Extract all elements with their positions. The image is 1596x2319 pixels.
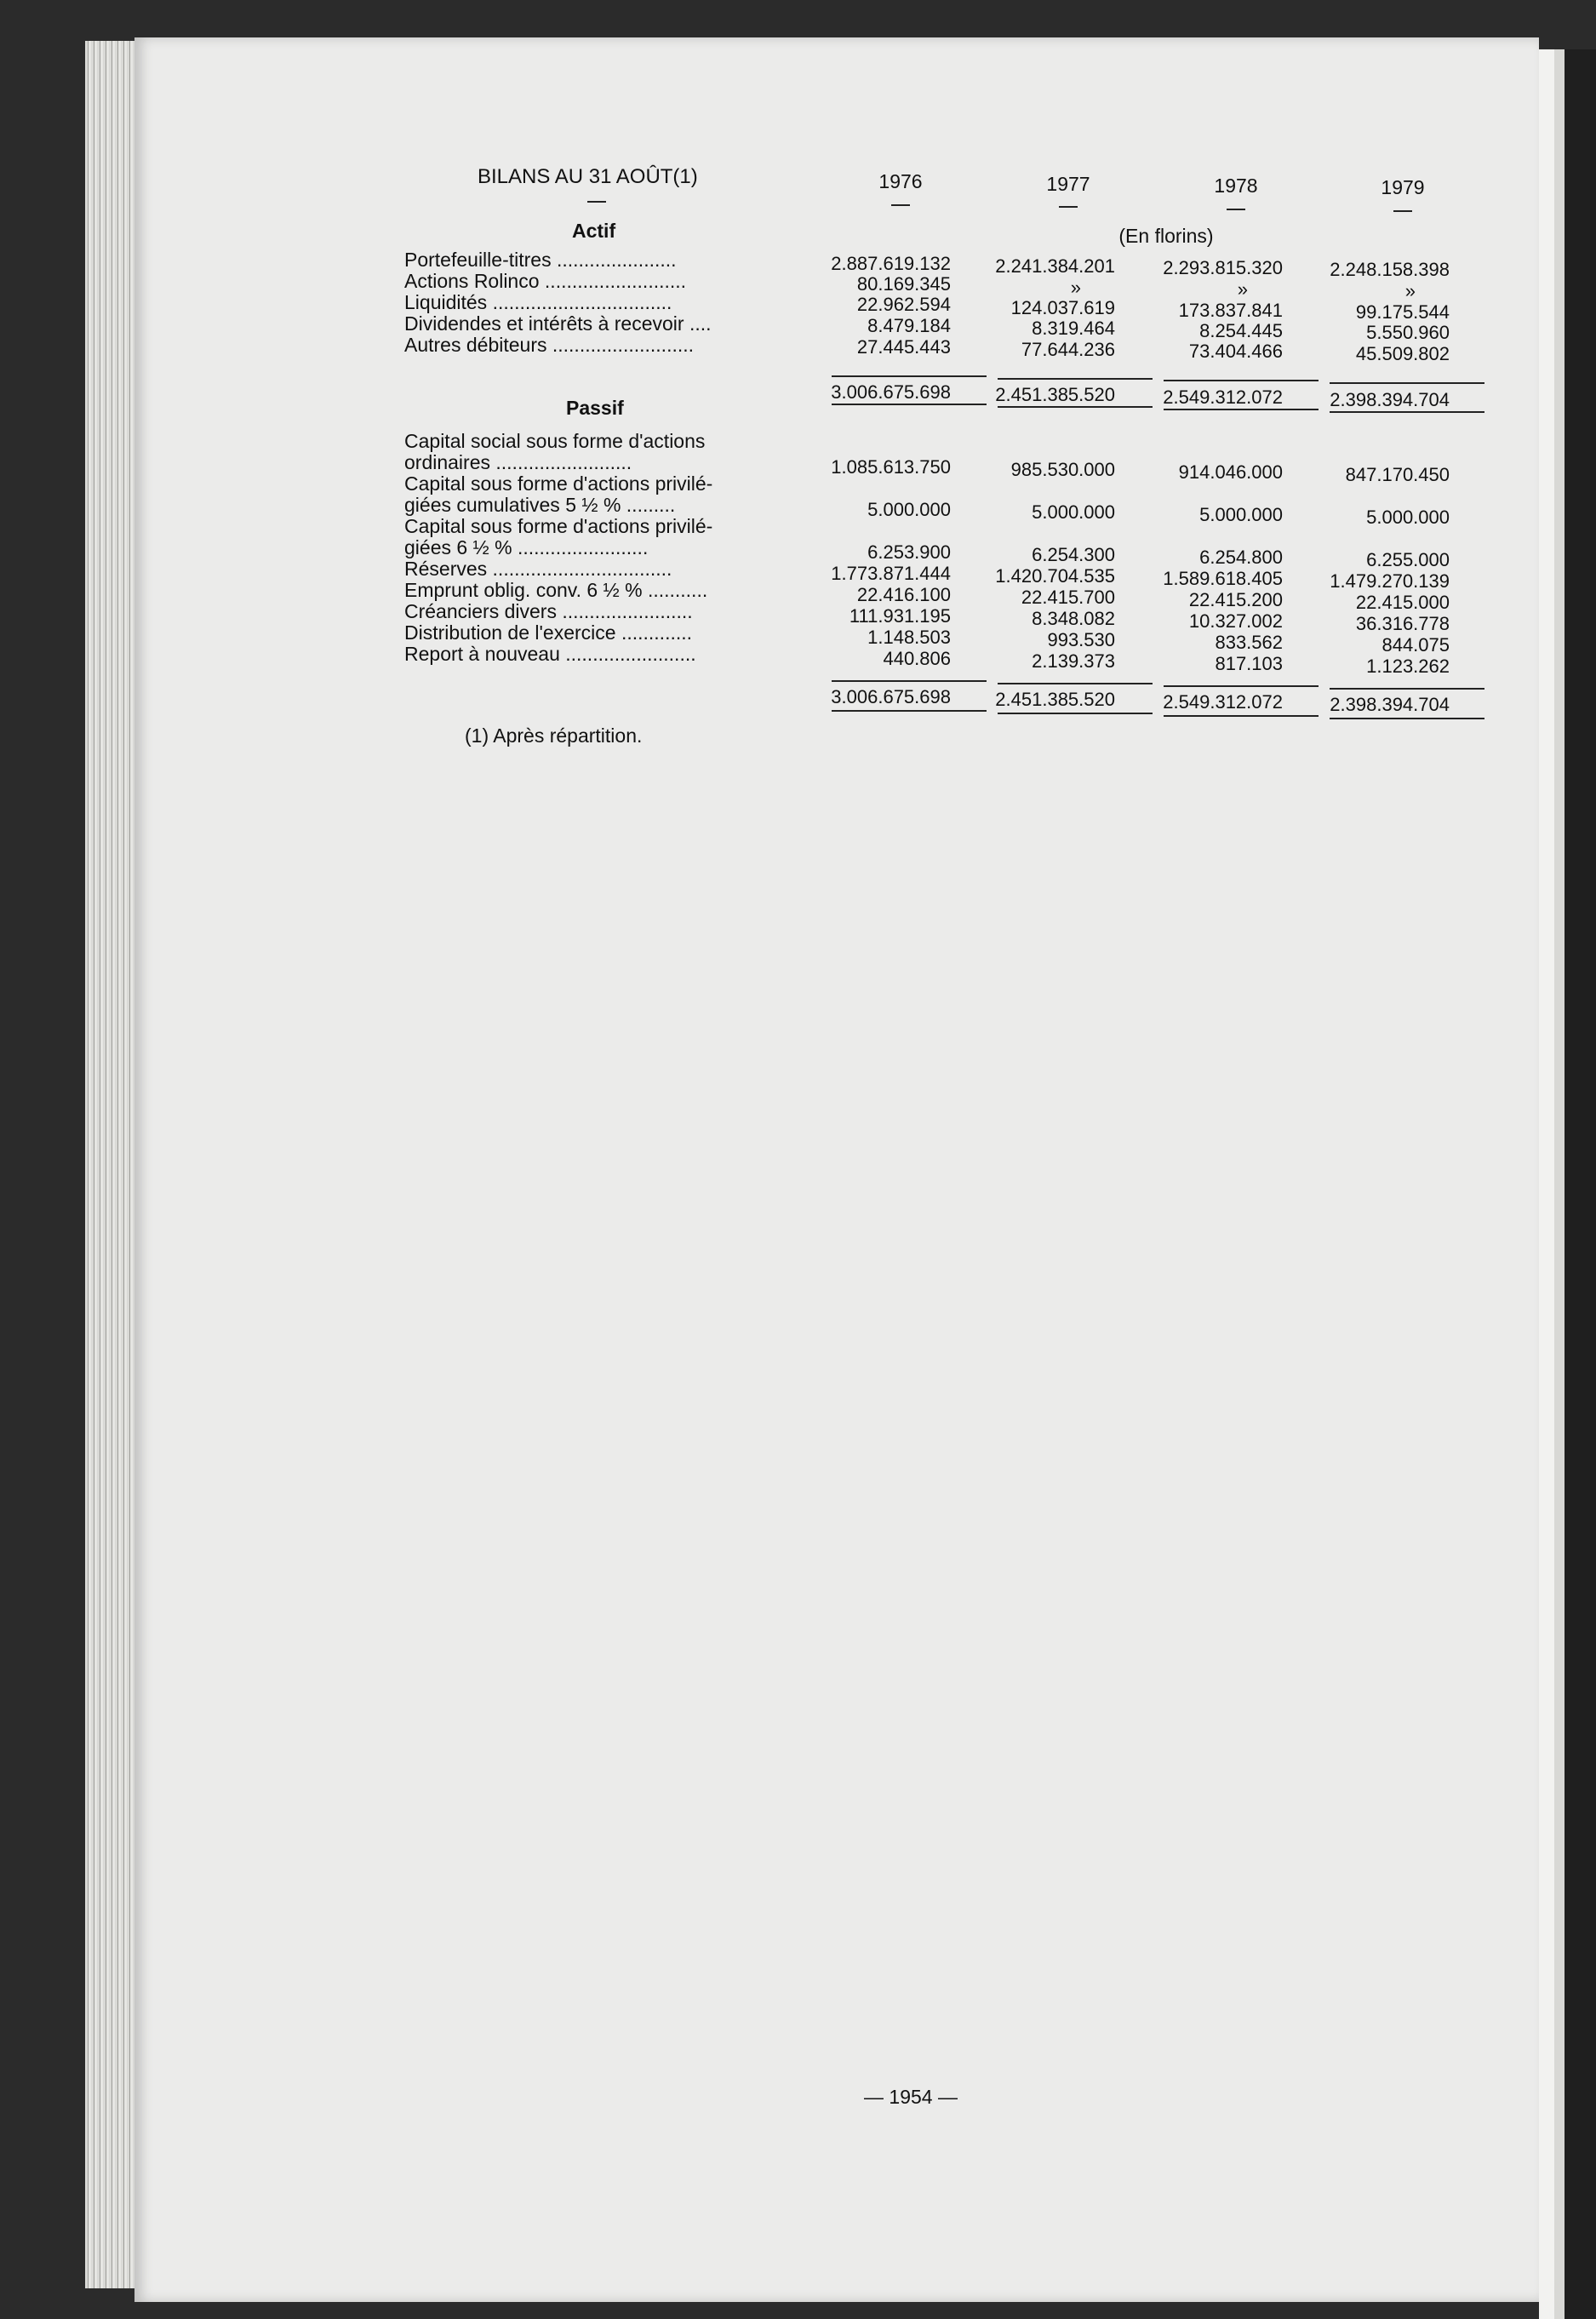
value-1978: 2.293.815.320 <box>1163 257 1283 278</box>
row-label: Capital sous forme d'actions privilé- <box>404 473 713 495</box>
total-1978: 2.549.312.072 <box>1163 386 1283 408</box>
row-label: Capital social sous forme d'actions <box>404 431 706 452</box>
value-1977: 124.037.619 <box>1010 297 1115 318</box>
year-dash <box>891 204 910 206</box>
row-label: Réserves ................................. <box>404 558 672 580</box>
row-label: Créanciers divers ........................ <box>404 601 693 622</box>
total-rule <box>832 680 987 682</box>
value-1978: 1.589.618.405 <box>1163 568 1283 589</box>
total-1976: 3.006.675.698 <box>831 686 951 707</box>
value-1979: 22.415.000 <box>1355 592 1450 613</box>
total-rule <box>1164 380 1319 381</box>
value-1978: 914.046.000 <box>1178 461 1283 483</box>
value-1978: 8.254.445 <box>1199 320 1283 341</box>
value-1979: 5.550.960 <box>1366 322 1450 343</box>
row-label: Emprunt oblig. conv. 6 ½ % ........... <box>404 580 708 601</box>
total-1979: 2.398.394.704 <box>1330 694 1450 715</box>
year-1979: 1979 <box>1381 176 1425 198</box>
value-1978: 22.415.200 <box>1188 589 1283 610</box>
page-stack-edges <box>85 41 136 2288</box>
value-1978: » <box>1237 278 1248 300</box>
value-1977: 8.319.464 <box>1032 318 1115 339</box>
value-1976: 2.887.619.132 <box>831 253 951 274</box>
year-1977: 1977 <box>1046 173 1090 195</box>
total-rule <box>998 713 1153 714</box>
row-label: Distribution de l'exercice ............. <box>404 622 693 644</box>
document-page <box>134 37 1539 2302</box>
value-1977: 2.139.373 <box>1032 650 1115 672</box>
value-1978: 5.000.000 <box>1199 504 1283 525</box>
value-1976: 1.085.613.750 <box>831 456 951 478</box>
total-1977: 2.451.385.520 <box>995 384 1115 405</box>
value-1976: 440.806 <box>883 648 951 669</box>
value-1978: 6.254.800 <box>1199 547 1283 568</box>
total-rule <box>1164 715 1319 717</box>
page-number: — 1954 — <box>864 2086 958 2108</box>
unit-label: (En florins) <box>1118 225 1214 247</box>
value-1979: 1.479.270.139 <box>1330 570 1450 592</box>
year-dash <box>1227 209 1245 210</box>
actif-heading: Actif <box>572 220 616 242</box>
total-rule <box>998 683 1153 684</box>
total-rule <box>832 404 987 405</box>
value-1979: 1.123.262 <box>1366 656 1450 677</box>
footnote: (1) Après répartition. <box>465 724 643 747</box>
row-label: Dividendes et intérêts à recevoir .... <box>404 313 712 335</box>
value-1976: 5.000.000 <box>867 499 951 520</box>
value-1977: 5.000.000 <box>1032 501 1115 523</box>
value-1979: 844.075 <box>1381 634 1450 656</box>
total-1976: 3.006.675.698 <box>831 381 951 403</box>
year-1978: 1978 <box>1214 175 1258 197</box>
value-1976: 111.931.195 <box>849 605 951 627</box>
value-1978: 817.103 <box>1215 653 1283 674</box>
row-label: Portefeuille-titres ...................... <box>404 249 677 271</box>
value-1978: 10.327.002 <box>1188 610 1283 632</box>
total-rule <box>832 375 987 377</box>
value-1976: 27.445.443 <box>856 336 951 358</box>
total-1978: 2.549.312.072 <box>1163 691 1283 713</box>
total-1977: 2.451.385.520 <box>995 689 1115 710</box>
total-rule <box>998 406 1153 408</box>
value-1979: 36.316.778 <box>1355 613 1450 634</box>
title-dash <box>587 201 606 203</box>
total-rule <box>832 710 987 712</box>
passif-heading: Passif <box>566 397 624 419</box>
row-label: Actions Rolinco .......................... <box>404 271 687 292</box>
year-dash <box>1393 210 1412 212</box>
book-spine <box>1539 49 1596 2319</box>
row-label: Report à nouveau ........................ <box>404 644 696 665</box>
value-1977: 993.530 <box>1047 629 1115 650</box>
value-1976: 8.479.184 <box>867 315 951 336</box>
year-dash <box>1059 206 1078 208</box>
value-1978: 173.837.841 <box>1178 300 1283 321</box>
total-rule <box>1164 685 1319 687</box>
row-label: Autres débiteurs .......................... <box>404 335 695 356</box>
value-1979: 5.000.000 <box>1366 507 1450 528</box>
total-1979: 2.398.394.704 <box>1330 389 1450 410</box>
total-rule <box>1330 688 1484 690</box>
row-label-continuation: giées 6 ½ % ........................ <box>404 537 649 558</box>
value-1976: 1.773.871.444 <box>831 563 951 584</box>
value-1979: 2.248.158.398 <box>1330 259 1450 280</box>
total-rule <box>1330 411 1484 413</box>
value-1976: 6.253.900 <box>867 541 951 563</box>
value-1976: 22.416.100 <box>856 584 951 605</box>
value-1977: 6.254.300 <box>1032 544 1115 565</box>
value-1977: 1.420.704.535 <box>995 565 1115 587</box>
balance-title: BILANS AU 31 AOÛT(1) <box>478 165 698 188</box>
row-label: Capital sous forme d'actions privilé- <box>404 516 713 537</box>
value-1976: 22.962.594 <box>856 294 951 315</box>
total-rule <box>1164 409 1319 410</box>
value-1979: 6.255.000 <box>1366 549 1450 570</box>
value-1977: 77.644.236 <box>1021 339 1115 360</box>
value-1977: 22.415.700 <box>1021 587 1115 608</box>
value-1976: 80.169.345 <box>856 273 951 295</box>
value-1978: 73.404.466 <box>1188 341 1283 362</box>
year-1976: 1976 <box>878 170 923 192</box>
value-1977: » <box>1070 277 1081 298</box>
value-1979: » <box>1404 280 1416 301</box>
total-rule <box>1330 382 1484 384</box>
total-rule <box>998 378 1153 380</box>
value-1977: 2.241.384.201 <box>995 255 1115 277</box>
value-1976: 1.148.503 <box>867 627 951 648</box>
value-1978: 833.562 <box>1215 632 1283 653</box>
total-rule <box>1330 718 1484 719</box>
value-1979: 99.175.544 <box>1355 301 1450 323</box>
row-label-continuation: ordinaires ......................... <box>404 452 632 473</box>
value-1977: 985.530.000 <box>1010 459 1115 480</box>
value-1979: 45.509.802 <box>1355 343 1450 364</box>
row-label: Liquidités ................................. <box>404 292 672 313</box>
value-1979: 847.170.450 <box>1345 464 1450 485</box>
value-1977: 8.348.082 <box>1032 608 1115 629</box>
row-label-continuation: giées cumulatives 5 ½ % ......... <box>404 495 676 516</box>
